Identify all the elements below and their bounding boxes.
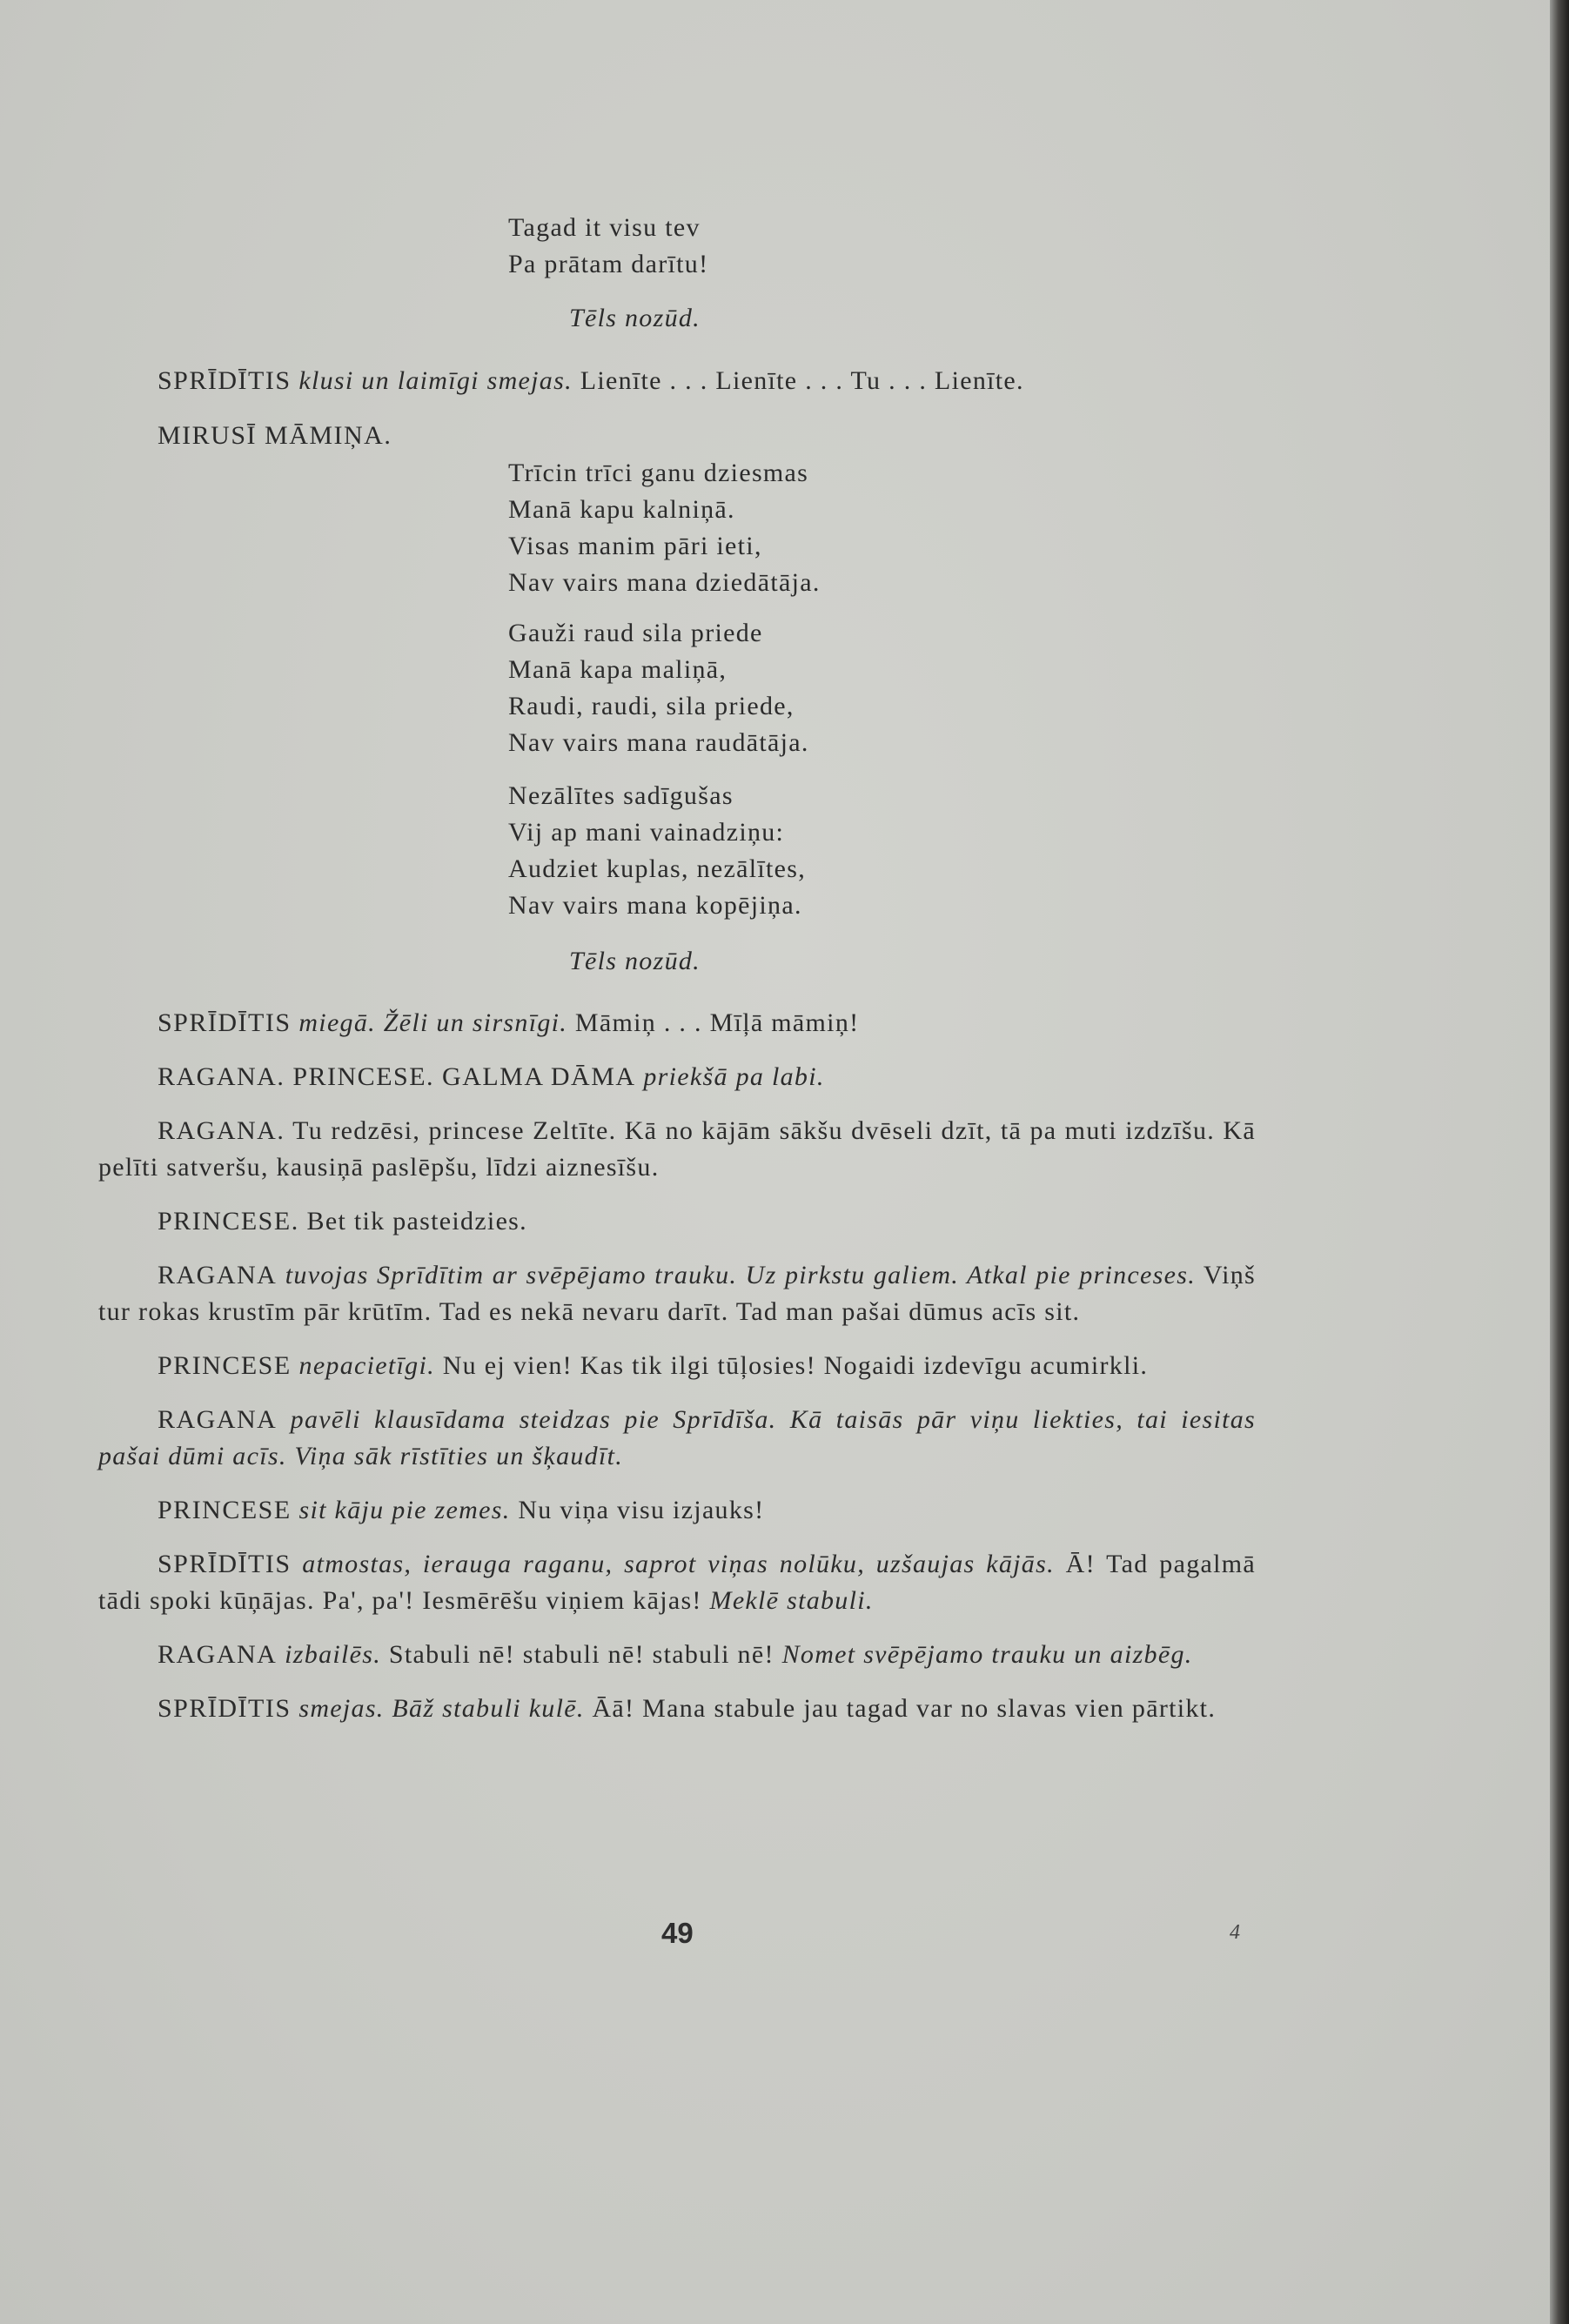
dialogue-text: Māmiņ . . . Mīļā māmiņ!: [574, 1008, 860, 1037]
stanza: [508, 778, 806, 924]
dialogue-text: Nu viņa visu izjauks!: [518, 1496, 765, 1524]
speech-paragraph: [98, 1637, 1256, 1673]
speech-paragraph: [98, 1691, 1256, 1727]
page-edge-shadow: [1550, 0, 1569, 2324]
dialogue-text: Tu redzēsi, princese Zeltīte. Kā no kājām sākšu dvēseli dzīt, tā pa muti izdzīšu. Kā pelīti satveršu, kausiņā paslēpšu, līdzi aiznesīšu.: [98, 1116, 1256, 1182]
stage-direction: klusi un laimīgi smejas.: [298, 366, 573, 395]
verse-line: Audziet kuplas, nezālītes,: [508, 854, 807, 883]
speech-paragraph: [98, 1402, 1256, 1475]
speech-paragraph: [98, 1348, 1256, 1384]
page-number: 49: [661, 1917, 694, 1949]
dialogue-text: Bet tik pasteidzies.: [306, 1207, 527, 1236]
speech-paragraph: [98, 1203, 1256, 1240]
speaker-name: PRINCESE: [158, 1496, 292, 1524]
verse-line: Nav vairs mana kopējiņa.: [508, 891, 802, 920]
speech-paragraph: [98, 1257, 1256, 1330]
verse-line: Raudi, raudi, sila priede,: [508, 692, 795, 720]
speaker-name: SPRĪDĪTIS: [158, 366, 292, 395]
speaker-name: RAGANA: [158, 1261, 278, 1289]
stage-direction: nepacietīgi.: [298, 1351, 435, 1380]
speaker-name: SPRĪDĪTIS: [158, 1008, 292, 1037]
stage-direction: Tēls nozūd.: [569, 947, 701, 975]
verse-line: Vij ap mani vainadziņu:: [508, 818, 785, 847]
stanza: [508, 455, 821, 601]
stage-direction: tuvojas Sprīdītim ar svēpējamo trauku. Uz pirkstu galiem. Atkal pie princeses.: [285, 1261, 1197, 1289]
dialogue-text: Āā! Mana stabule jau tagad var no slavas vien pārtikt.: [592, 1694, 1217, 1723]
dialogue-block: [98, 1005, 1256, 1727]
dialogue-text: Ā! Tad pagalmā tādi spoki kūņājas. Pa', pa'! Iesmērēšu viņiem kājas!: [98, 1550, 1256, 1615]
dialogue-text: Stabuli nē! stabuli nē! stabuli nē!: [388, 1640, 774, 1669]
speech-line: [158, 363, 1024, 399]
verse-line: Nav vairs mana dziedātāja.: [508, 568, 821, 597]
signature-mark: 4: [1230, 1921, 1240, 1944]
speaker-name: RAGANA: [158, 1640, 278, 1669]
stage-direction: priekšā pa labi.: [643, 1062, 825, 1091]
stage-direction: sit kāju pie zemes.: [298, 1496, 511, 1524]
stage-direction: Nomet svēpējamo trauku un aizbēg.: [781, 1640, 1193, 1669]
verse-line: Visas manim pāri ieti,: [508, 532, 762, 560]
speech-paragraph: [98, 1005, 1256, 1041]
speaker-name: PRINCESE.: [158, 1207, 299, 1236]
verse-line: Pa prātam darītu!: [508, 250, 709, 278]
dialogue-text: Lienīte . . . Lienīte . . . Tu . . . Lienīte.: [580, 366, 1024, 395]
verse-line: Tagad it visu tev: [508, 213, 701, 242]
verse-line: Gauži raud sila priede: [508, 619, 763, 647]
speech-paragraph: [98, 1113, 1256, 1186]
speaker-name: RAGANA: [158, 1405, 278, 1434]
scene-heading: [98, 1059, 1256, 1095]
speaker-name: SPRĪDĪTIS: [158, 1694, 292, 1723]
speech-paragraph: [98, 1492, 1256, 1529]
stage-direction: atmostas, ierauga raganu, saprot viņas nolūku, uzšaujas kājās.: [302, 1550, 1055, 1578]
verse-line: Nezālītes sadīgušas: [508, 781, 734, 810]
verse-line: Trīcin trīci ganu dziesmas: [508, 459, 809, 487]
speech-paragraph: [98, 1546, 1256, 1619]
dialogue-text: Viņš tur rokas krustīm pār krūtīm. Tad es nekā nevaru darīt. Tad man pašai dūmus acīs sit.: [98, 1261, 1256, 1326]
speaker-name: RAGANA.: [158, 1116, 285, 1145]
dialogue-text: Nu ej vien! Kas tik ilgi tūļosies! Nogaidi izdevīgu acumirkli.: [442, 1351, 1149, 1380]
stage-direction: smejas. Bāž stabuli kulē.: [298, 1694, 585, 1723]
verse-line: Nav vairs mana raudātāja.: [508, 728, 809, 757]
speaker-heading: MIRUSĪ MĀMIŅA.: [158, 421, 392, 450]
verse-line: Manā kapa maliņā,: [508, 655, 728, 684]
stage-direction: Tēls nozūd.: [569, 304, 701, 332]
verse-line: Manā kapu kalniņā.: [508, 495, 735, 524]
speaker-name: PRINCESE: [158, 1351, 292, 1380]
scene-characters: RAGANA. PRINCESE. GALMA DĀMA: [158, 1062, 636, 1091]
stage-direction: pavēli klausīdama steidzas pie Sprīdīša. Kā taisās pār viņu liekties, tai iesitas pašai dūmi acīs. Viņa sāk rīstīties un šķaudīt.: [98, 1405, 1256, 1470]
speaker-name: SPRĪDĪTIS: [158, 1550, 292, 1578]
stage-direction: Meklē stabuli.: [709, 1586, 874, 1615]
stage-direction: miegā. Žēli un sirsnīgi.: [298, 1008, 568, 1037]
stage-direction: izbailēs.: [285, 1640, 382, 1669]
stanza: [508, 615, 809, 761]
verse-top: [508, 210, 708, 283]
